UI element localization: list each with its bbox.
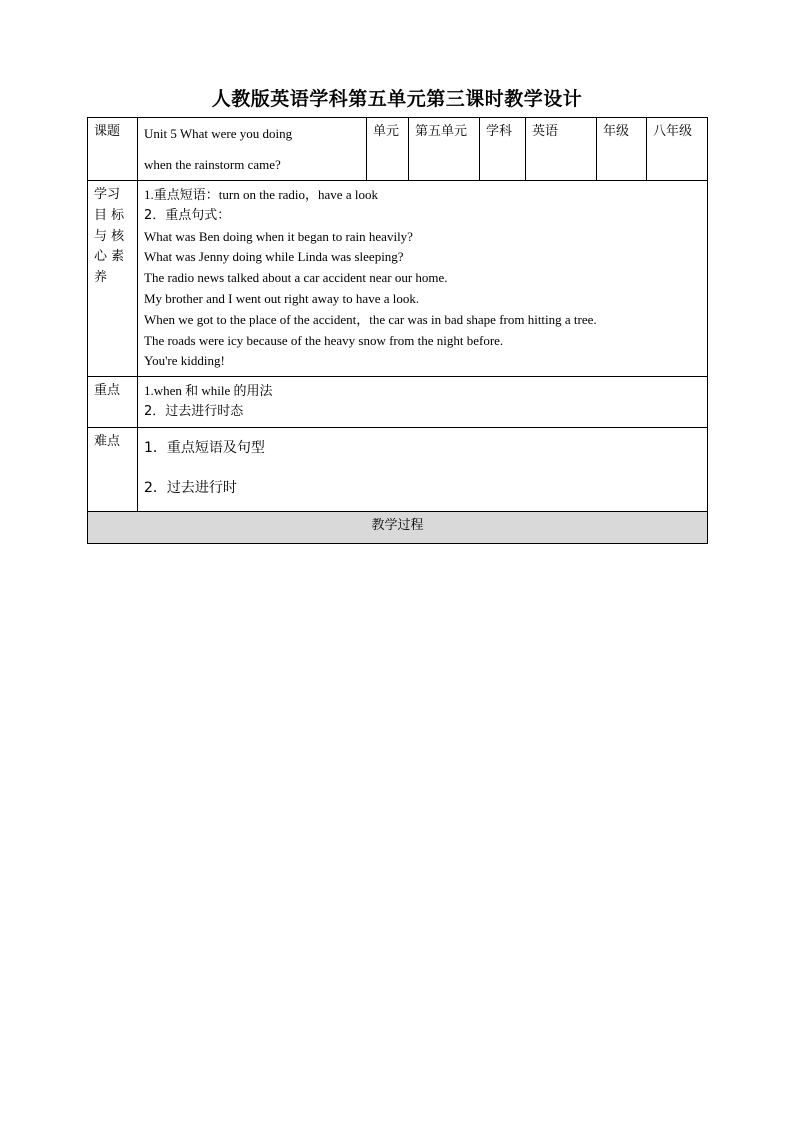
subject-value: 英语	[526, 118, 597, 181]
lesson-plan-table	[87, 117, 708, 544]
goals-row	[88, 181, 708, 377]
topic-line-1: Unit 5 What were you doing	[144, 126, 293, 141]
goal-line: When we got to the place of the accident，the car was in bad shape from hitting a tree.	[144, 311, 597, 327]
difficulties-row	[88, 427, 708, 511]
goal-line: The roads were icy because of the heavy snow from the night before.	[144, 332, 504, 348]
goals-label-line: 与 核	[94, 228, 125, 244]
key-points-label: 重点	[88, 377, 138, 428]
key-point-line: 2．过去进行时态	[144, 403, 244, 419]
key-points-row	[88, 377, 708, 428]
unit-label: 单元	[367, 118, 409, 181]
goals-label-line: 养	[94, 270, 108, 286]
grade-label: 年级	[597, 118, 647, 181]
document-title: 人教版英语学科第五单元第三课时教学设计	[211, 88, 583, 110]
unit-value: 第五单元	[409, 118, 480, 181]
goals-label-line: 目 标	[94, 207, 125, 223]
goal-line: The radio news talked about a car accident near our home.	[144, 270, 448, 286]
goal-line: You're kidding!	[144, 353, 225, 369]
process-header: 教学过程	[88, 511, 708, 543]
process-row	[88, 511, 708, 543]
header-row	[88, 118, 708, 181]
difficulty-line: 1．重点短语及句型	[144, 439, 265, 456]
topic-line-2: when the rainstorm came?	[144, 156, 281, 172]
goal-line: What was Ben doing when it began to rain heavily?	[144, 228, 413, 244]
goals-label	[88, 181, 138, 377]
topic-value	[138, 118, 367, 181]
key-points-content	[138, 377, 708, 428]
goal-line: My brother and I went out right away to have a look.	[144, 290, 420, 306]
key-point-line: 1.when 和 while 的用法	[144, 383, 273, 399]
goal-line: 1.重点短语：turn on the radio，have a look	[144, 187, 378, 202]
goal-line: 2．重点句式：	[144, 207, 231, 223]
goals-content	[138, 181, 708, 377]
goals-label-line: 心 素	[94, 249, 125, 265]
difficulties-label: 难点	[88, 427, 138, 511]
difficulty-line: 2．过去进行时	[144, 479, 237, 496]
goals-label-line: 学习	[94, 187, 121, 202]
subject-label: 学科	[480, 118, 526, 181]
difficulties-content	[138, 427, 708, 511]
topic-label: 课题	[88, 118, 138, 181]
goal-line: What was Jenny doing while Linda was sleeping?	[144, 249, 404, 265]
grade-value: 八年级	[647, 118, 708, 181]
